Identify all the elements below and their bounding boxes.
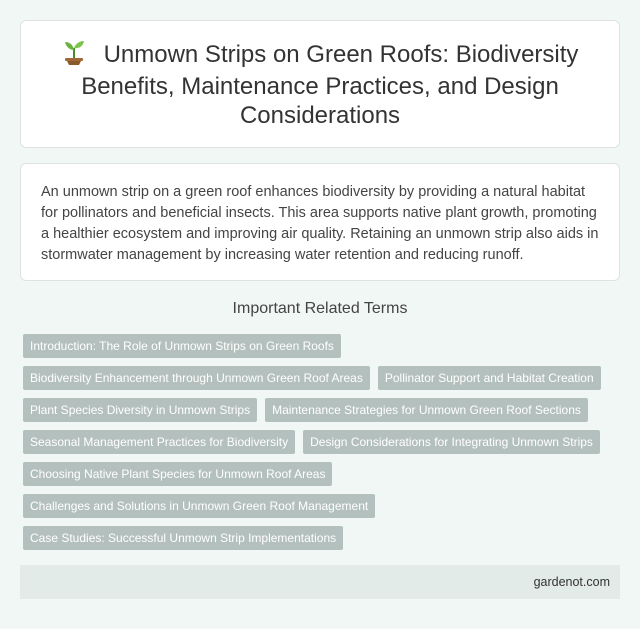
tag-row — [23, 462, 623, 486]
sprout-icon — [62, 39, 86, 72]
related-term-tag[interactable]: Design Considerations for Integrating Unmown Strips — [303, 430, 600, 454]
tag-row — [23, 334, 623, 358]
tag-row — [23, 398, 623, 422]
footer — [20, 565, 620, 599]
tag-row — [23, 526, 623, 550]
tag-row — [23, 366, 623, 390]
title-text: Unmown Strips on Green Roofs: Biodiversity Benefits, Maintenance Practices, and Design Considerations — [81, 40, 579, 129]
related-term-tag[interactable]: Introduction: The Role of Unmown Strips on Green Roofs — [23, 334, 341, 358]
related-term-tag[interactable]: Case Studies: Successful Unmown Strip Implementations — [23, 526, 343, 550]
related-term-tag[interactable]: Maintenance Strategies for Unmown Green Roof Sections — [265, 398, 588, 422]
related-term-tag[interactable]: Plant Species Diversity in Unmown Strips — [23, 398, 257, 422]
site-name[interactable]: gardenot.com — [533, 575, 610, 589]
title-card — [20, 20, 620, 148]
related-term-tag[interactable]: Challenges and Solutions in Unmown Green Roof Management — [23, 494, 375, 518]
tag-row — [23, 494, 623, 518]
page-title — [21, 39, 619, 130]
related-term-tag[interactable]: Seasonal Management Practices for Biodiversity — [23, 430, 295, 454]
related-term-tag[interactable]: Biodiversity Enhancement through Unmown Green Roof Areas — [23, 366, 370, 390]
related-terms-list — [23, 334, 623, 558]
tag-row — [23, 430, 623, 454]
related-term-tag[interactable]: Pollinator Support and Habitat Creation — [378, 366, 601, 390]
description-card — [20, 163, 620, 281]
description-text: An unmown strip on a green roof enhances biodiversity by providing a natural habitat for pollinators and beneficial insects. This area supports native plant growth, promoting a healthier ecosystem and improving air quality. Retaining an unmown strip also aids in stormwater management by increasing water retention and reducing runoff. — [41, 184, 599, 263]
related-term-tag[interactable]: Choosing Native Plant Species for Unmown Roof Areas — [23, 462, 332, 486]
related-terms-heading: Important Related Terms — [232, 300, 408, 317]
